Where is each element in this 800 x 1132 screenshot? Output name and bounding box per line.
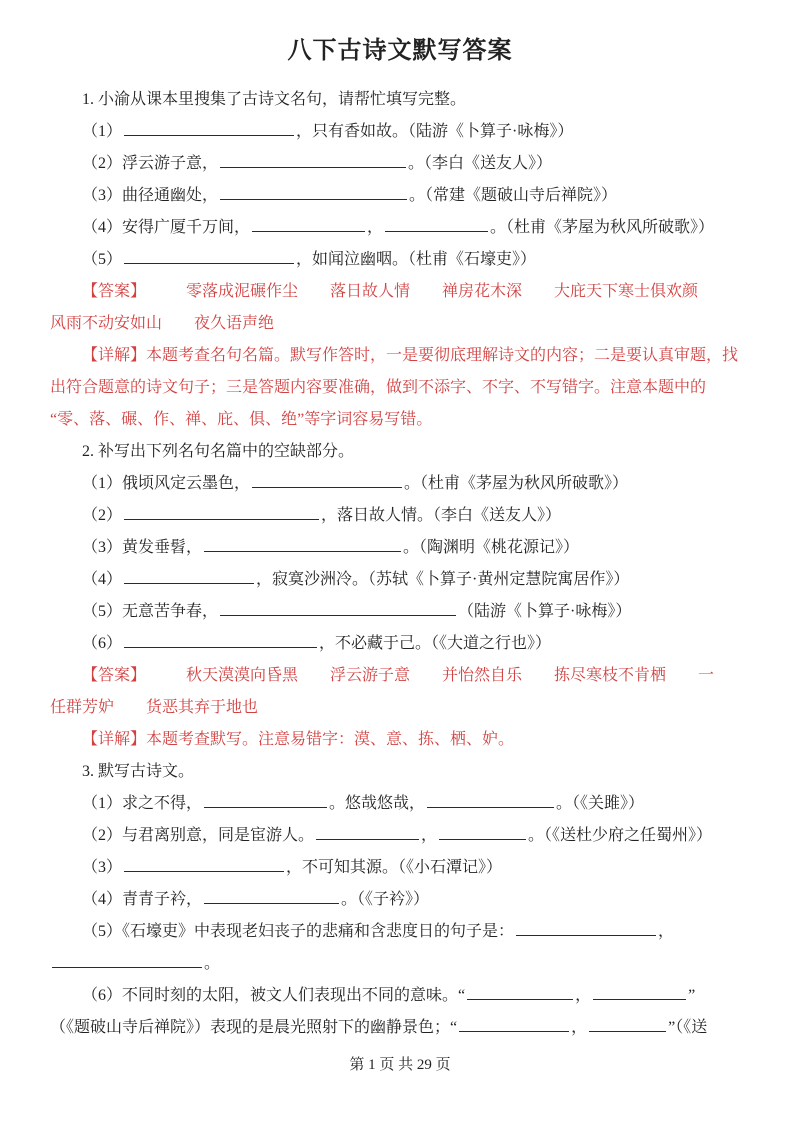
text-segment: （陆游《卜算子·咏梅》） — [458, 603, 632, 620]
text-segment: （4） — [82, 571, 123, 588]
text-segment: ， — [421, 827, 438, 844]
answer-blank — [385, 218, 488, 232]
text-segment: 任群芳妒 货恶其弃于地也 — [50, 699, 259, 716]
q2-item-1 — [50, 468, 750, 500]
q1-analysis-line-3 — [50, 404, 750, 436]
answer-blank — [252, 474, 402, 488]
q1-item-5 — [50, 244, 750, 276]
q3-item-3 — [50, 852, 750, 884]
text-segment: （3）曲径通幽处， — [82, 187, 219, 204]
text-segment: 。（杜甫《茅屋为秋风所破歌》） — [490, 219, 715, 236]
text-segment: ，不必藏于己。（《大道之行也》） — [319, 635, 552, 652]
q1-item-3 — [50, 180, 750, 212]
answer-blank — [593, 986, 686, 1000]
answer-blank — [124, 570, 254, 584]
q2-analysis-line-1 — [50, 724, 750, 756]
q1-answer-line-1 — [50, 276, 750, 308]
answer-blank — [316, 826, 419, 840]
text-segment: 。（杜甫《茅屋为秋风所破歌》） — [404, 475, 629, 492]
text-segment: 。 — [204, 955, 221, 972]
q1-item-2 — [50, 148, 750, 180]
answer-blank — [124, 122, 294, 136]
document-body — [50, 84, 750, 1044]
text-segment: 。（《送杜少府之任蜀州》） — [528, 827, 713, 844]
text-segment: （2）浮云游子意， — [82, 155, 219, 172]
q1-answer-line-2 — [50, 308, 750, 340]
answer-blank — [220, 154, 406, 168]
text-segment: ”（《送 — [668, 1019, 708, 1036]
answer-blank — [220, 602, 456, 616]
q3-item-2 — [50, 820, 750, 852]
q2-stem — [50, 436, 750, 468]
text-segment: （2）与君离别意，同是宦游人。 — [82, 827, 315, 844]
answer-blank — [427, 794, 554, 808]
text-segment: 【详解】本题考查名句名篇。默写作答时，一是要彻底理解诗文的内容；二是要认真审题，找 — [82, 347, 739, 364]
answer-blank — [589, 1018, 666, 1032]
text-segment: 。（常建《题破山寺后禅院》） — [409, 187, 618, 204]
text-segment: 。（《子衿》） — [341, 891, 430, 908]
answer-blank — [252, 218, 365, 232]
q1-stem — [50, 84, 750, 116]
text-segment: 2. 补写出下列名句名篇中的空缺部分。 — [82, 443, 355, 460]
text-segment: ， — [575, 987, 592, 1004]
text-segment: 出符合题意的诗文句子；三是答题内容要准确，做到不添字、不字、不写错字。注意本题中的 — [50, 379, 707, 396]
text-segment: （5）《石壕吏》中表现老妇丧子的悲痛和含悲度日的句子是： — [82, 923, 515, 940]
answer-blank — [220, 186, 407, 200]
answer-blank — [459, 1018, 569, 1032]
text-segment: “零、落、碾、作、禅、庇、俱、绝”等字词容易写错。 — [50, 411, 433, 428]
text-segment: ” — [688, 987, 696, 1004]
text-segment: ， — [367, 219, 384, 236]
answer-blank — [439, 826, 526, 840]
text-segment: 【详解】本题考查默写。注意易错字：漠、意、拣、栖、妒。 — [82, 731, 515, 748]
q2-item-3 — [50, 532, 750, 564]
answer-blank — [516, 922, 656, 936]
text-segment: ， — [658, 923, 675, 940]
q3-stem — [50, 756, 750, 788]
answer-blank — [124, 250, 294, 264]
q2-answer-line-2 — [50, 692, 750, 724]
text-segment: （4）安得广厦千万间， — [82, 219, 251, 236]
text-segment: ，如闻泣幽咽。（杜甫《石壕吏》） — [296, 251, 537, 268]
q1-item-4 — [50, 212, 750, 244]
text-segment: 。悠哉悠哉， — [329, 795, 426, 812]
q2-item-5 — [50, 596, 750, 628]
q3-item-5-line-1 — [50, 916, 750, 948]
answer-blank — [124, 506, 319, 520]
text-segment: ，落日故人情。（李白《送友人》） — [321, 507, 562, 524]
answer-blank — [204, 794, 327, 808]
text-segment: 3. 默写古诗文。 — [82, 763, 195, 780]
text-segment: 1. 小渝从课本里搜集了古诗文名句，请帮忙填写完整。 — [82, 91, 467, 108]
text-segment: （6）不同时刻的太阳，被文人们表现出不同的意味。“ — [82, 987, 466, 1004]
text-segment: ，寂寞沙洲冷。（苏轼《卜算子·黄州定慧院寓居作》） — [256, 571, 630, 588]
text-segment: 。（李白《送友人》） — [408, 155, 553, 172]
q2-item-6 — [50, 628, 750, 660]
q3-item-6-line-2 — [50, 1012, 750, 1044]
text-segment: （3） — [82, 859, 123, 876]
text-segment: （4）青青子衿， — [82, 891, 203, 908]
text-segment: ，不可知其源。（《小石潭记》） — [286, 859, 503, 876]
answer-blank — [124, 634, 317, 648]
q2-item-2 — [50, 500, 750, 532]
q1-analysis-line-2 — [50, 372, 750, 404]
text-segment: （《题破山寺后禅院》）表现的是晨光照射下的幽静景色；“ — [50, 1019, 458, 1036]
q1-item-1 — [50, 116, 750, 148]
text-segment: ， — [571, 1019, 588, 1036]
q2-answer-line-1 — [50, 660, 750, 692]
text-segment: 【答案】 秋天漠漠向昏黑 浮云游子意 并怡然自乐 拣尽寒枝不肯栖 一 — [82, 667, 715, 684]
q3-item-6-line-1 — [50, 980, 750, 1012]
text-segment: （1） — [82, 123, 123, 140]
q3-item-4 — [50, 884, 750, 916]
answer-blank — [204, 538, 401, 552]
text-segment: （1）俄顷风定云墨色， — [82, 475, 251, 492]
answer-blank — [467, 986, 573, 1000]
text-segment: （2） — [82, 507, 123, 524]
text-segment: 。（《关雎》） — [556, 795, 645, 812]
text-segment: （1）求之不得， — [82, 795, 203, 812]
q3-item-1 — [50, 788, 750, 820]
answer-blank — [124, 858, 284, 872]
answer-blank — [204, 890, 339, 904]
text-segment: ，只有香如故。（陆游《卜算子·咏梅》） — [296, 123, 574, 140]
text-segment: （5） — [82, 251, 123, 268]
text-segment: （3）黄发垂髫， — [82, 539, 203, 556]
q3-item-5-line-2 — [50, 948, 750, 980]
answer-blank — [52, 954, 202, 968]
text-segment: 【答案】 零落成泥碾作尘 落日故人情 禅房花木深 大庇天下寒士俱欢颜 — [82, 283, 699, 300]
text-segment: （6） — [82, 635, 123, 652]
text-segment: 。（陶渊明《桃花源记》） — [403, 539, 580, 556]
text-segment: 风雨不动安如山 夜久语声绝 — [50, 315, 275, 332]
q1-analysis-line-1 — [50, 340, 750, 372]
page-title: 八下古诗文默写答案 — [287, 38, 513, 64]
text-segment: （5）无意苦争春， — [82, 603, 219, 620]
q2-item-4 — [50, 564, 750, 596]
page-number-footer: 第 1 页 共 29 页 — [349, 1057, 451, 1073]
